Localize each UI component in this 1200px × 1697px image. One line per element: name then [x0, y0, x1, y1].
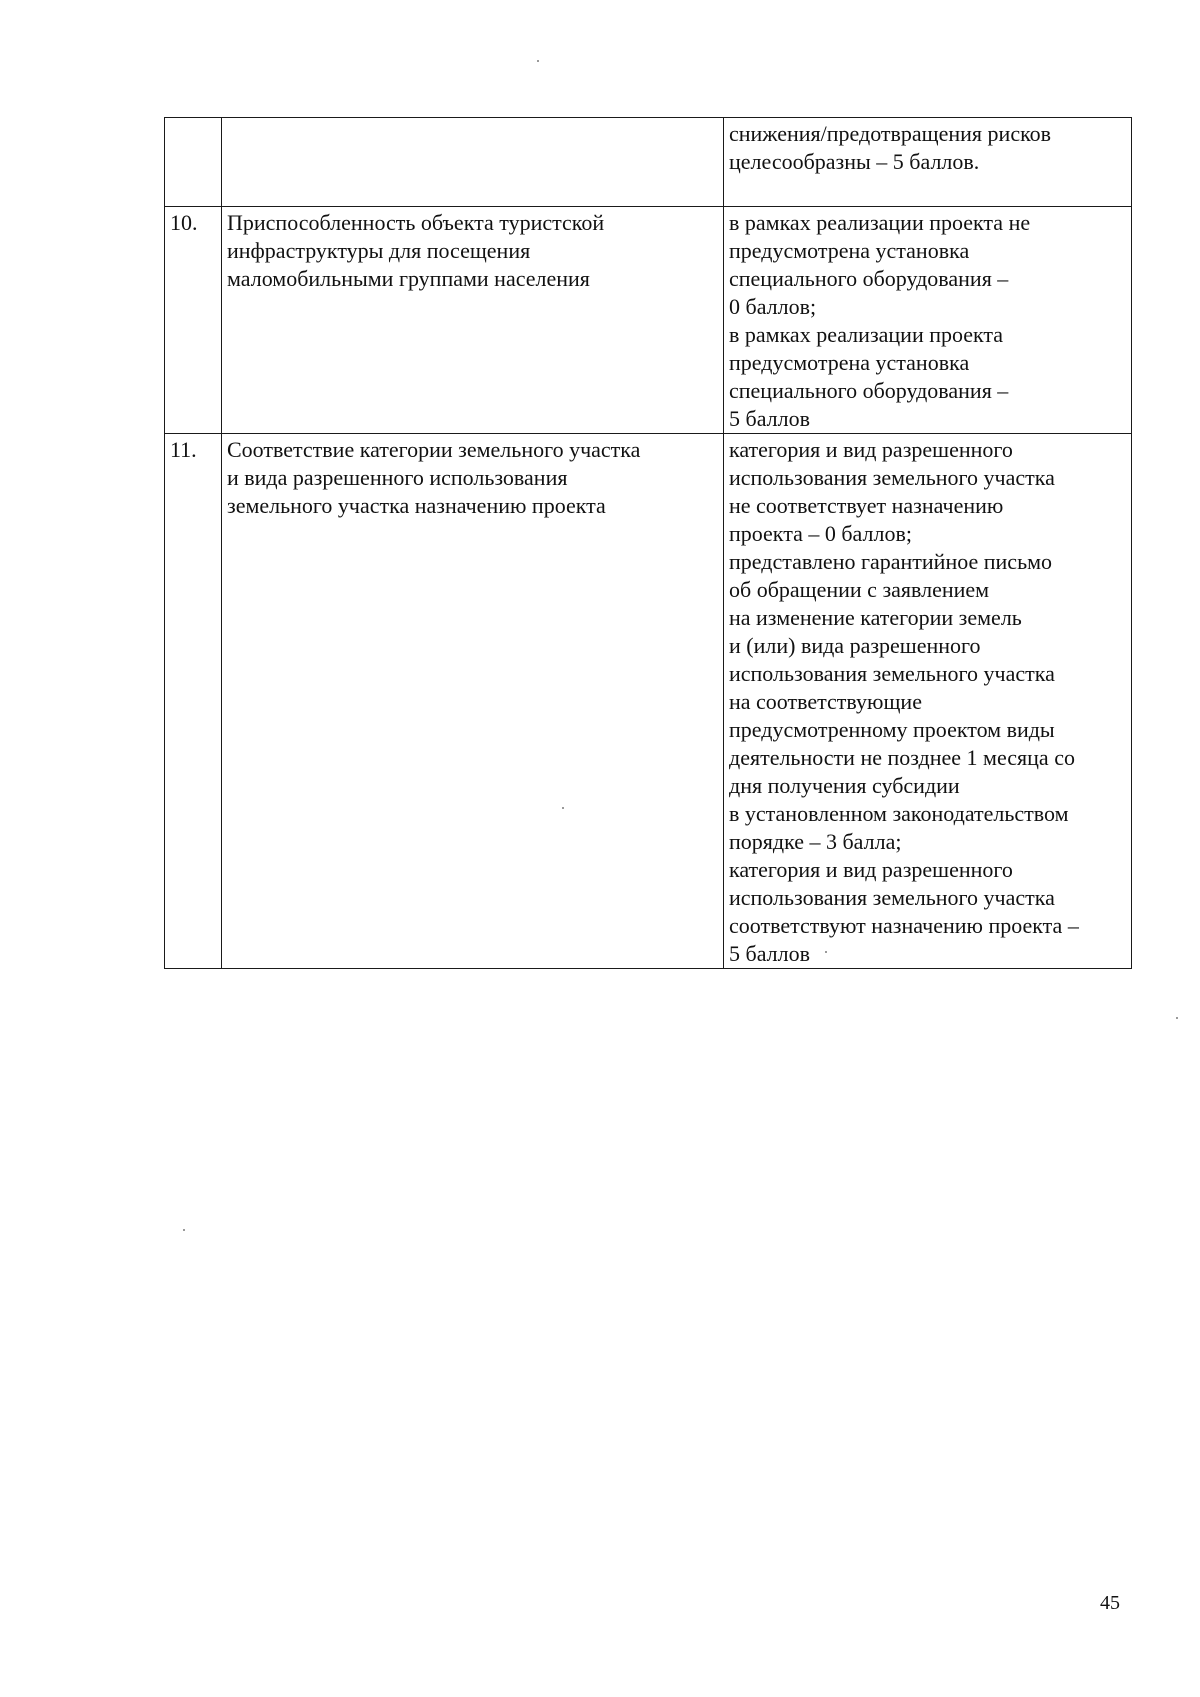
- table-row: [165, 434, 1132, 969]
- scan-speck: [537, 60, 539, 62]
- page-number: 45: [1100, 1592, 1120, 1614]
- scan-speck: [825, 951, 827, 953]
- scoring-cell: категория и вид разрешенного использования земельного участка не соответствует назначению проекта – 0 баллов; представлено гарантийное письмо об обращении с заявлением на изменение категории земель и (или) вида разрешенного использования земельного участка на соответствующие предусмотренному проектом виды деятельности не позднее 1 месяца со дня получения субсидии в установленном законодательством порядке – 3 балла; категория и вид разрешенного использования земельного участка соответствуют назначению проекта – 5 баллов: [724, 434, 1132, 969]
- row-number-cell: 11.: [165, 434, 222, 969]
- scan-speck: [183, 1229, 185, 1231]
- scoring-cell: в рамках реализации проекта не предусмотрена установка специального оборудования – 0 баллов; в рамках реализации проекта предусмотрена установка специального оборудования – 5 баллов: [724, 207, 1132, 434]
- table-row: [165, 207, 1132, 434]
- scan-speck: [1176, 1017, 1178, 1019]
- table-row: [165, 118, 1132, 207]
- criterion-cell: Приспособленность объекта туристской инфраструктуры для посещения маломобильными группами населения: [222, 207, 724, 434]
- row-number-cell: 10.: [165, 207, 222, 434]
- scan-speck: [562, 807, 564, 809]
- row-number-cell: [165, 118, 222, 207]
- criterion-cell: Соответствие категории земельного участка и вида разрешенного использования земельного участка назначению проекта: [222, 434, 724, 969]
- scoring-cell: снижения/предотвращения рисков целесообразны – 5 баллов.: [724, 118, 1132, 207]
- criterion-cell: [222, 118, 724, 207]
- criteria-table: [164, 117, 1132, 969]
